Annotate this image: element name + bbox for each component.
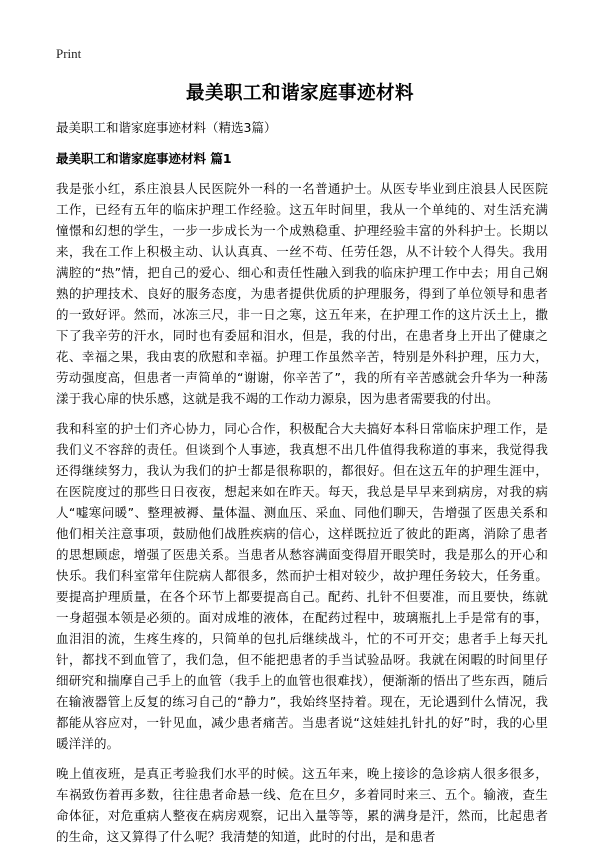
- body-text: [56, 178, 548, 856]
- document-title: 最美职工和谐家庭事迹材料: [185, 83, 414, 104]
- paragraph-2: 我和科室的护士们齐心协力，同心合作，积极配合大夫搞好本科日常临床护理工作，是我们义不容辞的责任。但谈到个人事迹，我真想不出几件值得我称道的事来，我觉得我还得继续努力，我认为我们的护士都是很称职的，都很好。但在这五年的护理生涯中，在医院度过的那些日日夜夜，想起来如在昨天。每天，我总是早早来到病房，对我的病人“嘘寒问暖”、整理被褥、量体温、测血压、采血、同他们聊天，告增强了医患关系和他们相关注意事项，鼓励他们战胜疾病的信心，这样既拉近了彼此的距离，消除了患者的思想顾虑，增强了医患关系。当患者从愁容满面变得眉开眼笑时，我是那么的开心和快乐。我们科室常年住院病人都很多，然而护士相对较少，故护理任务较大，任务重。要提高护理质量，在各个环节上都要提高自己。配药、扎针不但要准，而且要快，练就一身超强本领是必须的。面对成堆的液体，在配药过程中，玻璃瓶扎上手是常有的事，血泪泪的流，生疼生疼的，只简单的包扎后继续战斗，忙的不可开交；患者手上每天扎针，都找不到血管了，我们急，但不能把患者的手当试验品呀。我就在闲暇的时间里仔细研究和揣摩自己手上的血管（我手上的血管也很难找），便渐渐的悟出了些东西，随后在输液器管上反复的练习自己的“静力”，我始终坚持着。现在，无论遇到什么情况，我都能从容应对，一针见血，减少患者痛苦。当患者说“这娃娃扎针扎的好”时，我的心里暖洋洋的。: [56, 421, 548, 751]
- print-link[interactable]: Print: [56, 46, 82, 61]
- paragraph-3: 晚上值夜班，是真正考验我们水平的时候。这五年来，晚上接诊的急诊病人很多很多，车祸致伤着再多数，往往患者命悬一线、危在旦夕，多着同时来三、五个。输液，查生命体征，对危重病人整夜在病房观察，记出入量等等，累的满身是汗，然而，比起患者的生命，这又算得了什么呢？我清楚的知道，此时的付出，是和患者: [56, 766, 548, 844]
- paragraph-1: 我是张小红，系庄浪县人民医院外一科的一名普通护士。从医专毕业到庄浪县人民医院工作，已经有五年的临床护理工作经验。这五年时间里，我从一个单纯的、对生活充满憧憬和幻想的学生，一步一步成长为一个成熟稳重、护理经验丰富的外科护士。长期以来，我在工作上积极主动、认认真真、一丝不苟、任劳任怨，从不计较个人得失。我用满腔的“热”情，把自己的爱心、细心和责任性融入到我的临床护理工作中去；用自己娴熟的护理技术、良好的服务态度，为患者提供优质的护理服务，得到了单位领导和患者的一致好评。然而，冰冻三尺，非一日之寒，这五年来，在护理工作的这片沃土上，撒下了我辛劳的汗水，同时也有委屈和泪水，但是，我的付出，在患者身上开出了健康之花、幸福之果，我由衷的欣慰和幸福。护理工作虽然辛苦，特别是外科护理，压力大，劳动强度高，但患者一声简单的“谢谢，你辛苦了”，我的所有辛苦感就会升华为一种荡漾于我心扉的快乐感，这就是我不竭的工作动力源泉，因为患者需要我的付出。: [56, 181, 548, 406]
- section-heading: 最美职工和谐家庭事迹材料 篇1: [56, 151, 232, 166]
- document-subtitle: 最美职工和谐家庭事迹材料（精选3篇）: [56, 120, 277, 135]
